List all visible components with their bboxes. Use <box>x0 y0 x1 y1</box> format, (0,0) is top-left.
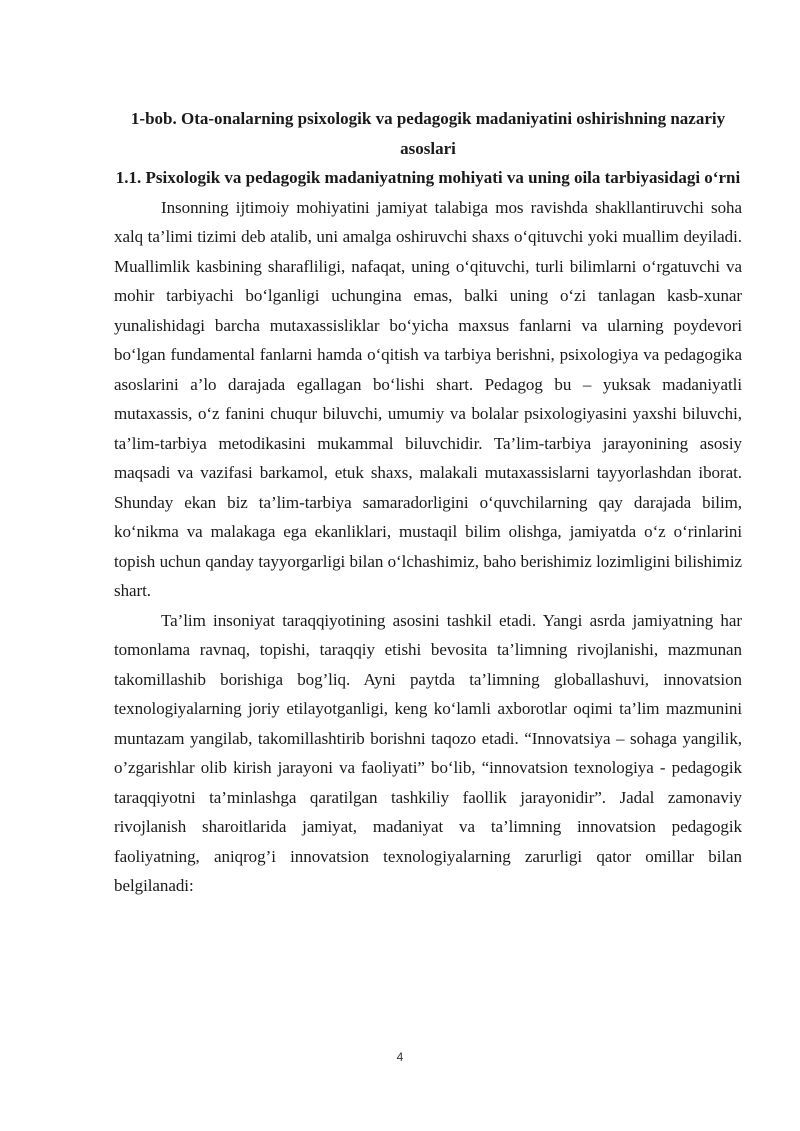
paragraph: Insonning ijtimoiy mohiyatini jamiyat talabiga mos ravishda shakllantiruvchi soha xalq ta’limi tizimi deb atalib, uni amalga oshiruvchi shaxs o‘qituvchi yoki muallim deyiladi. Muallimlik kasbining sharafliligi, nafaqat, uning o‘qituvchi, turli bilimlarni o‘rgatuvchi va mohir tarbiyachi bo‘lganligi uchungina emas, balki uning o‘zi tanlagan kasb-xunar yunalishidagi barcha mutaxassisliklar bo‘yicha maxsus fanlarni va ularning poydevori bo‘lgan fundamental fanlarni hamda o‘qitish va tarbiya berishni, psixologiya va pedagogika asoslarini a’lo darajada egallagan bo‘lishi shart. Pedagog bu – yuksak madaniyatli mutaxassis, o‘z fanini chuqur biluvchi, umumiy va bolalar psixologiyasini yaxshi biluvchi, ta’lim-tarbiya metodikasini mukammal biluvchidir. Ta’lim-tarbiya jarayonining asosiy maqsadi va vazifasi barkamol, etuk shaxs, malakali mutaxassislarni tayyorlashdan iborat. Shunday ekan biz ta’lim-tarbiya samaradorligini o‘quvchilarning qay darajada bilim, ko‘nikma va malakaga ega ekanliklari, mustaqil bilim olishga, jamiyatda o‘z o‘rinlarini topish uchun qanday tayyorgarligi bilan o‘lchashimiz, baho berishimiz lozimligini bilishimiz shart. <box>114 197 742 600</box>
section-title: 1.1. Psixologik va pedagogik madaniyatning mohiyati va uning oila tarbiyasidagi o‘rni <box>115 168 741 187</box>
page-content <box>114 104 742 901</box>
chapter-title: 1-bob. Ota-onalarning psixologik va pedagogik madaniyatini oshirishning nazariy asoslari <box>130 109 726 158</box>
paragraph: Ta’lim insoniyat taraqqiyotining asosini tashkil etadi. Yangi asrda jamiyatning har tomonlama ravnaq, topishi, taraqqiy etishi bevosita ta’limning rivojlanishi, mazmunan takomillashib borishiga bog’liq. Ayni paytda ta’limning globallashuvi, innovatsion texnologiyalarning joriy etilayotganligi, keng ko‘lamli axborotlar oqimi ta’lim mazmunini muntazam yangilab, takomillashtirib borishni taqozo etadi. “Innovatsiya – sohaga yangilik, o’zgarishlar olib kirish jarayoni va faoliyati” bo‘lib, “innovatsion texnologiya - pedagogik taraqqiyotni ta’minlashga qaratilgan tashkiliy faollik jarayonidir”. Jadal zamonaviy rivojlanish sharoitlarida jamiyat, madaniyat va ta’limning innovatsion pedagogik faoliyatning, aniqrog’i innovatsion texnologiyalarning zarurligi qator omillar bilan belgilanadi: <box>114 610 742 895</box>
page-number: 4 <box>396 1050 404 1064</box>
